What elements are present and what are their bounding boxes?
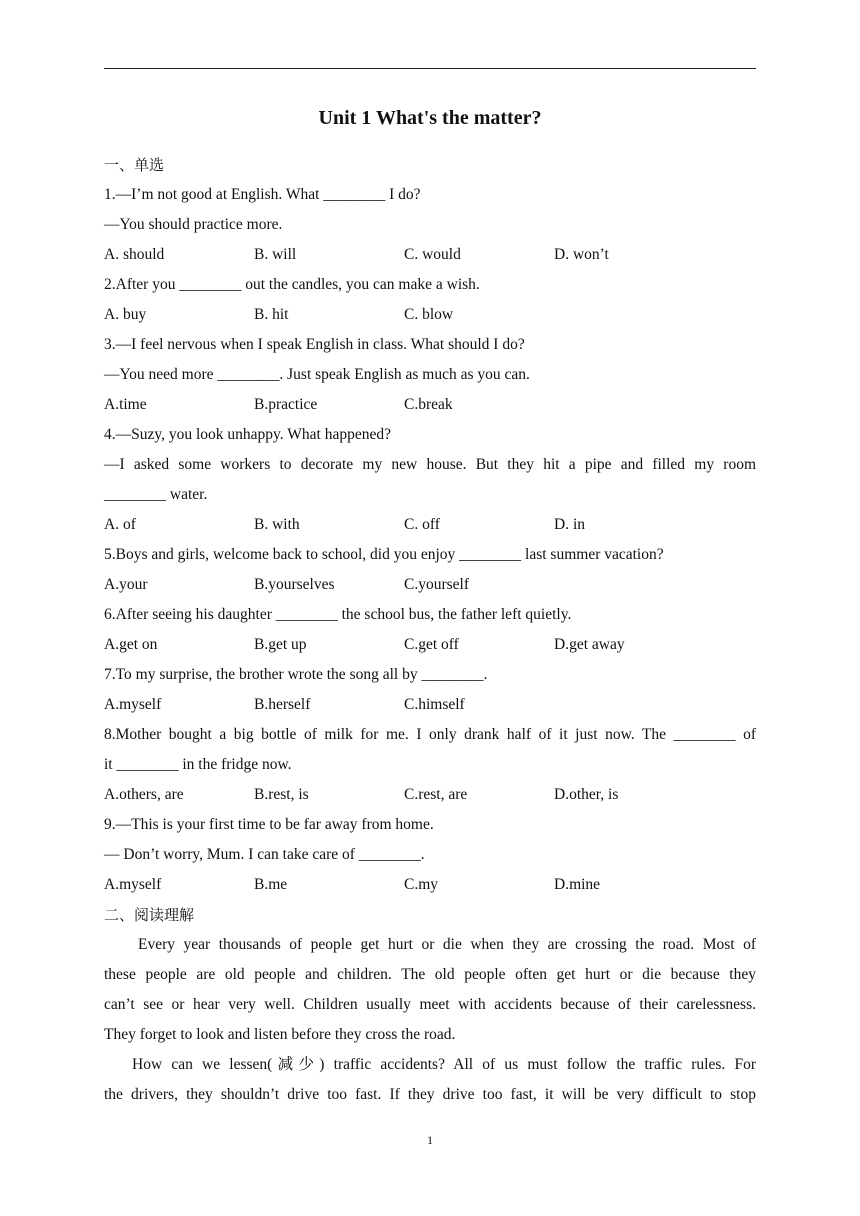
option-b: B.herself (254, 696, 311, 713)
option-c: C.himself (404, 696, 465, 713)
question-line: 5.Boys and girls, welcome back to school, did you enjoy ________ last summer vacation? (104, 546, 664, 563)
question-line: —You need more ________. Just speak English as much as you can. (104, 366, 530, 383)
question-3 (104, 330, 756, 420)
option-d: D.get away (554, 636, 625, 653)
section-heading-reading: 二、阅读理解 (104, 906, 195, 924)
option-c: C.yourself (404, 576, 470, 593)
passage-line: can’t see or hear very well. Children usually meet with accidents because of their carelessness. (104, 996, 756, 1013)
options-row (104, 570, 756, 600)
question-line: —I asked some workers to decorate my new house. But they hit a pipe and filled my room (104, 456, 756, 473)
option-c: C.get off (404, 636, 459, 653)
passage-line: these people are old people and children. The old people often get hurt or die because they (104, 966, 756, 983)
question-7 (104, 660, 756, 720)
option-b: B. with (254, 516, 300, 533)
option-c: C. off (404, 516, 440, 533)
option-a: A.get on (104, 636, 158, 653)
page-number: 1 (427, 1133, 433, 1147)
options-row (104, 690, 756, 720)
option-a: A.myself (104, 696, 162, 713)
passage-line: the drivers, they shouldn’t drive too fast. If they drive too fast, it will be very difficult to stop (104, 1086, 756, 1103)
option-c: C. would (404, 246, 461, 263)
question-6 (104, 600, 756, 660)
options-row (104, 870, 756, 900)
option-a: A. of (104, 516, 136, 533)
question-line: 7.To my surprise, the brother wrote the song all by ________. (104, 666, 488, 683)
question-line: it ________ in the fridge now. (104, 756, 292, 773)
question-line: 1.—I’m not good at English. What ________ I do? (104, 186, 421, 203)
options-row (104, 390, 756, 420)
options-row (104, 510, 756, 540)
question-1 (104, 180, 756, 270)
option-d: D.other, is (554, 786, 619, 803)
option-c: C.rest, are (404, 786, 468, 803)
header-rule (104, 68, 756, 69)
question-line: — Don’t worry, Mum. I can take care of ________. (104, 846, 425, 863)
reading-passage (104, 930, 756, 1110)
section-heading-single-choice: 一、单选 (104, 156, 165, 174)
document-title: Unit 1 What's the matter? (318, 107, 542, 129)
option-a: A.your (104, 576, 148, 593)
question-line: —You should practice more. (104, 216, 283, 233)
question-2 (104, 270, 756, 330)
question-line: ________ water. (104, 486, 208, 503)
document-body (104, 150, 756, 1110)
option-c: C.break (404, 396, 453, 413)
question-line: 2.After you ________ out the candles, you can make a wish. (104, 276, 480, 293)
option-b: B.rest, is (254, 786, 309, 803)
option-b: B. will (254, 246, 297, 263)
options-row (104, 780, 756, 810)
option-b: B.practice (254, 396, 318, 413)
passage-line: How can we lessen(减少) traffic accidents? All of us must follow the traffic rules. For (132, 1056, 756, 1073)
options-row (104, 630, 756, 660)
option-a: A. should (104, 246, 165, 263)
options-row (104, 300, 756, 330)
passage-line: They forget to look and listen before they cross the road. (104, 1026, 456, 1043)
question-line: 6.After seeing his daughter ________ the school bus, the father left quietly. (104, 606, 572, 623)
option-b: B.yourselves (254, 576, 335, 593)
question-line: 3.—I feel nervous when I speak English in class. What should I do? (104, 336, 525, 353)
option-c: C.my (404, 876, 439, 893)
option-d: D.mine (554, 876, 601, 893)
option-a: A.time (104, 396, 147, 413)
option-a: A.others, are (104, 786, 184, 803)
option-d: D. in (554, 516, 585, 533)
question-9 (104, 810, 756, 900)
options-row (104, 240, 756, 270)
option-b: B.me (254, 876, 288, 893)
option-a: A.myself (104, 876, 162, 893)
question-line: 9.—This is your first time to be far away from home. (104, 816, 434, 833)
option-d: D. won’t (554, 246, 609, 263)
option-a: A. buy (104, 306, 147, 323)
question-5 (104, 540, 756, 600)
question-line: 4.—Suzy, you look unhappy. What happened? (104, 426, 391, 443)
passage-line: Every year thousands of people get hurt or die when they are crossing the road. Most of (138, 936, 756, 953)
question-4 (104, 420, 756, 540)
option-b: B. hit (254, 306, 289, 323)
question-8 (104, 720, 756, 810)
option-b: B.get up (254, 636, 307, 653)
question-line: 8.Mother bought a big bottle of milk for me. I only drank half of it just now. The ________ of (104, 726, 756, 743)
option-c: C. blow (404, 306, 454, 323)
